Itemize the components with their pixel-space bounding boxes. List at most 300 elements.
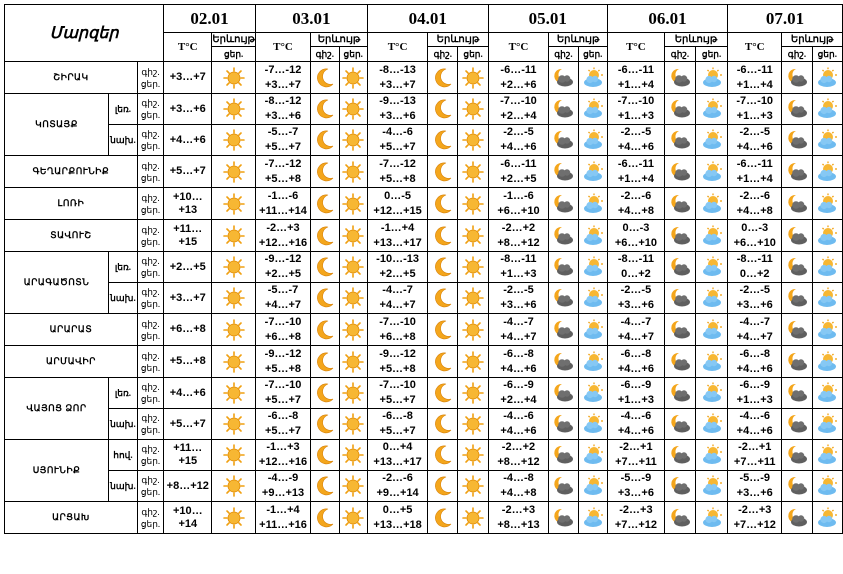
weather-cell	[664, 94, 695, 125]
weather-cell	[458, 188, 488, 220]
weather-cell	[458, 156, 488, 188]
weather-header: Երևույթ	[782, 33, 843, 47]
cloud-moon-icon	[669, 256, 691, 278]
temp-cell: -10…-13 +2…+5	[367, 252, 427, 283]
weather-cell	[549, 314, 578, 346]
table-row	[5, 314, 843, 346]
weather-cell	[311, 502, 339, 534]
day-header: ցեր.	[578, 47, 607, 62]
cloud-moon-icon	[552, 67, 574, 89]
temp-header: T°C	[164, 33, 212, 62]
weather-cell	[782, 156, 812, 188]
table-row	[5, 156, 843, 188]
temp-cell: -6…-11 +2…+6	[488, 62, 549, 94]
cloud-moon-icon	[786, 67, 808, 89]
sun-icon	[223, 98, 245, 120]
weather-cell	[664, 502, 695, 534]
cloud-sun-icon	[816, 225, 838, 247]
temp-cell: -2…-5 +4…+6	[607, 125, 664, 156]
region-name: ՇԻՐԱԿ	[5, 62, 138, 94]
regions-header: Մարզեր	[5, 5, 164, 62]
table-row	[5, 252, 843, 283]
weather-cell	[782, 125, 812, 156]
weather-cell	[212, 156, 256, 188]
weather-cell	[664, 283, 695, 314]
weather-cell	[458, 220, 488, 252]
cloud-moon-icon	[786, 129, 808, 151]
weather-cell	[458, 440, 488, 471]
sun-icon	[342, 351, 364, 373]
night-header: գիշ.	[549, 47, 578, 62]
cloud-sun-icon	[582, 444, 604, 466]
day-night-label: գիշ. ցեր.	[137, 283, 163, 314]
night-header: գիշ.	[428, 47, 458, 62]
temp-cell: +5…+7	[164, 409, 212, 440]
sun-icon	[462, 475, 484, 497]
weather-cell	[578, 378, 607, 409]
weather-cell	[812, 409, 842, 440]
weather-cell	[696, 346, 728, 378]
weather-cell	[549, 471, 578, 502]
weather-header: Երևույթ	[311, 33, 368, 47]
weather-cell	[428, 346, 458, 378]
temp-cell: -6…-8 +5…+7	[255, 409, 310, 440]
weather-cell	[812, 378, 842, 409]
temp-cell: +2…+5	[164, 252, 212, 283]
weather-cell	[664, 252, 695, 283]
temp-cell: -1…+3 +12…+16	[255, 440, 310, 471]
night-header: գիշ.	[782, 47, 812, 62]
weather-cell	[696, 378, 728, 409]
temp-cell: -7…-12 +3…+7	[255, 62, 310, 94]
weather-cell	[458, 283, 488, 314]
cloud-sun-icon	[816, 129, 838, 151]
weather-cell	[696, 252, 728, 283]
temp-cell: -8…-13 +3…+7	[367, 62, 427, 94]
weather-cell	[812, 252, 842, 283]
region-name: ԼՈՌԻ	[5, 188, 138, 220]
cloud-sun-icon	[701, 225, 723, 247]
weather-cell	[549, 252, 578, 283]
weather-cell	[578, 188, 607, 220]
cloud-moon-icon	[669, 67, 691, 89]
table-row	[5, 346, 843, 378]
cloud-moon-icon	[669, 382, 691, 404]
sun-icon	[223, 256, 245, 278]
weather-cell	[549, 62, 578, 94]
date-header: 05.01	[488, 5, 607, 33]
temp-header: T°C	[728, 33, 782, 62]
weather-cell	[664, 188, 695, 220]
moon-icon	[432, 256, 454, 278]
temp-cell: -7…-10 +5…+7	[255, 378, 310, 409]
sun-icon	[342, 225, 364, 247]
date-header: 02.01	[164, 5, 256, 33]
cloud-sun-icon	[816, 413, 838, 435]
cloud-sun-icon	[701, 161, 723, 183]
weather-cell	[578, 252, 607, 283]
moon-icon	[314, 256, 336, 278]
weather-cell	[458, 125, 488, 156]
subregion-label: նախ.	[109, 125, 138, 156]
date-header: 07.01	[728, 5, 843, 33]
weather-cell	[782, 409, 812, 440]
weather-cell	[549, 94, 578, 125]
cloud-moon-icon	[552, 287, 574, 309]
day-header: ցեր.	[339, 47, 367, 62]
cloud-sun-icon	[816, 256, 838, 278]
weather-cell	[311, 346, 339, 378]
weather-cell	[458, 409, 488, 440]
temp-header: T°C	[367, 33, 427, 62]
temp-cell: -2…+3 +8…+13	[488, 502, 549, 534]
cloud-sun-icon	[582, 129, 604, 151]
cloud-moon-icon	[786, 193, 808, 215]
sun-icon	[342, 129, 364, 151]
weather-cell	[578, 156, 607, 188]
temp-cell: -5…-7 +4…+7	[255, 283, 310, 314]
cloud-sun-icon	[582, 507, 604, 529]
region-name: ՍՅՈՒՆԻՔ	[5, 440, 109, 502]
temp-cell: +10…+14	[164, 502, 212, 534]
temp-cell: -4…-7 +4…+7	[367, 283, 427, 314]
weather-cell	[428, 314, 458, 346]
moon-icon	[314, 382, 336, 404]
sun-icon	[462, 319, 484, 341]
weather-cell	[812, 62, 842, 94]
moon-icon	[314, 98, 336, 120]
weather-cell	[428, 502, 458, 534]
moon-icon	[432, 444, 454, 466]
cloud-sun-icon	[816, 287, 838, 309]
moon-icon	[314, 161, 336, 183]
cloud-sun-icon	[701, 256, 723, 278]
weather-cell	[782, 283, 812, 314]
weather-cell	[212, 188, 256, 220]
weather-cell	[212, 252, 256, 283]
weather-header: Երևույթ	[428, 33, 488, 47]
weather-cell	[664, 125, 695, 156]
cloud-moon-icon	[669, 193, 691, 215]
cloud-moon-icon	[669, 475, 691, 497]
moon-icon	[314, 287, 336, 309]
weather-cell	[339, 156, 367, 188]
sun-icon	[462, 287, 484, 309]
weather-cell	[458, 252, 488, 283]
weather-cell	[428, 188, 458, 220]
weather-cell	[549, 125, 578, 156]
cloud-moon-icon	[669, 413, 691, 435]
cloud-sun-icon	[816, 319, 838, 341]
cloud-sun-icon	[816, 507, 838, 529]
day-night-label: գիշ. ցեր.	[137, 220, 163, 252]
sun-icon	[342, 287, 364, 309]
moon-icon	[432, 129, 454, 151]
cloud-sun-icon	[701, 351, 723, 373]
cloud-sun-icon	[701, 129, 723, 151]
sun-icon	[462, 444, 484, 466]
weather-cell	[339, 94, 367, 125]
weather-cell	[428, 471, 458, 502]
temp-cell: -6…-8 +4…+6	[607, 346, 664, 378]
day-night-label: գիշ. ցեր.	[137, 409, 163, 440]
cloud-sun-icon	[816, 161, 838, 183]
weather-cell	[339, 471, 367, 502]
sun-icon	[462, 193, 484, 215]
region-name: ԱՐԱՐԱՏ	[5, 314, 138, 346]
temp-cell: -4…-6 +4…+6	[728, 409, 782, 440]
weather-cell	[311, 62, 339, 94]
cloud-sun-icon	[816, 98, 838, 120]
weather-cell	[696, 502, 728, 534]
day-night-label: գիշ. ցեր.	[137, 378, 163, 409]
subregion-label: նախ.	[109, 409, 138, 440]
temp-cell: +5…+7	[164, 156, 212, 188]
temp-cell: -7…-10 +6…+8	[255, 314, 310, 346]
weather-cell	[578, 502, 607, 534]
moon-icon	[314, 129, 336, 151]
temp-cell: -6…-9 +1…+3	[607, 378, 664, 409]
weather-cell	[578, 409, 607, 440]
temp-cell: -7…-12 +5…+8	[367, 156, 427, 188]
temp-cell: -1…-6 +6…+10	[488, 188, 549, 220]
temp-cell: -8…-12 +3…+6	[255, 94, 310, 125]
day-night-label: գիշ. ցեր.	[137, 502, 163, 534]
weather-cell	[339, 188, 367, 220]
weather-header: Երևույթ	[212, 34, 255, 45]
temp-cell: +6…+8	[164, 314, 212, 346]
sun-icon	[223, 129, 245, 151]
weather-cell	[696, 156, 728, 188]
moon-icon	[314, 193, 336, 215]
temp-cell: -9…-13 +3…+6	[367, 94, 427, 125]
cloud-moon-icon	[786, 319, 808, 341]
weather-cell	[311, 125, 339, 156]
sun-icon	[342, 319, 364, 341]
sun-icon	[462, 413, 484, 435]
sun-icon	[223, 67, 245, 89]
temp-cell: -7…-10 +1…+3	[728, 94, 782, 125]
temp-cell: -2…+3 +7…+12	[728, 502, 782, 534]
cloud-sun-icon	[816, 382, 838, 404]
temp-cell: 0…-3 +6…+10	[607, 220, 664, 252]
temp-header: T°C	[488, 33, 549, 62]
temp-cell: -2…-6 +4…+8	[728, 188, 782, 220]
temp-cell: -7…-10 +5…+7	[367, 378, 427, 409]
weather-cell	[664, 409, 695, 440]
forecast-table	[4, 4, 843, 534]
cloud-moon-icon	[552, 319, 574, 341]
temp-cell: +3…+7	[164, 283, 212, 314]
cloud-sun-icon	[701, 287, 723, 309]
date-header: 06.01	[607, 5, 727, 33]
cloud-sun-icon	[582, 225, 604, 247]
temp-cell: -6…-11 +1…+4	[728, 62, 782, 94]
weather-cell	[578, 314, 607, 346]
weather-cell	[339, 502, 367, 534]
temp-cell: -6…-9 +1…+3	[728, 378, 782, 409]
weather-cell	[212, 409, 256, 440]
cloud-moon-icon	[669, 129, 691, 151]
subregion-label: լեռ.	[109, 378, 138, 409]
temp-cell: -2…-5 +3…+6	[488, 283, 549, 314]
day-night-label: գիշ. ցեր.	[137, 471, 163, 502]
cloud-sun-icon	[701, 507, 723, 529]
region-name: ՏԱՎՈՒՇ	[5, 220, 138, 252]
weather-cell	[428, 125, 458, 156]
day-night-label: գիշ. ցեր.	[137, 346, 163, 378]
temp-cell: +3…+6	[164, 94, 212, 125]
sun-icon	[223, 413, 245, 435]
weather-cell	[782, 188, 812, 220]
sun-icon	[223, 319, 245, 341]
weather-cell	[428, 220, 458, 252]
cloud-moon-icon	[786, 444, 808, 466]
cloud-moon-icon	[552, 256, 574, 278]
sun-icon	[223, 287, 245, 309]
sun-icon	[223, 161, 245, 183]
moon-icon	[432, 98, 454, 120]
cloud-moon-icon	[669, 444, 691, 466]
weather-cell	[812, 156, 842, 188]
temp-cell: -7…-10 +1…+3	[607, 94, 664, 125]
moon-icon	[432, 351, 454, 373]
cloud-moon-icon	[786, 507, 808, 529]
weather-cell	[812, 471, 842, 502]
region-name: ԿՈՏԱՅՔ	[5, 94, 109, 156]
cloud-moon-icon	[669, 225, 691, 247]
moon-icon	[432, 475, 454, 497]
temp-cell: -5…-7 +5…+7	[255, 125, 310, 156]
weather-cell	[549, 156, 578, 188]
subregion-label: նախ.	[109, 471, 138, 502]
temp-cell: -2…-5 +3…+6	[728, 283, 782, 314]
temp-cell: -4…-8 +4…+8	[488, 471, 549, 502]
day-header: ցեր.	[212, 47, 256, 62]
weather-cell	[458, 471, 488, 502]
weather-cell	[578, 125, 607, 156]
sun-icon	[223, 444, 245, 466]
temp-cell: -7…-10 +6…+8	[367, 314, 427, 346]
temp-cell: -2…-6 +4…+8	[607, 188, 664, 220]
cloud-moon-icon	[669, 351, 691, 373]
day-header: ցեր.	[458, 47, 488, 62]
weather-cell	[696, 314, 728, 346]
weather-cell	[339, 283, 367, 314]
cloud-moon-icon	[669, 319, 691, 341]
moon-icon	[314, 67, 336, 89]
weather-cell	[812, 220, 842, 252]
moon-icon	[314, 225, 336, 247]
day-night-label: գիշ. ցեր.	[137, 125, 163, 156]
weather-cell	[311, 440, 339, 471]
moon-icon	[314, 507, 336, 529]
day-night-label: գիշ. ցեր.	[137, 314, 163, 346]
cloud-moon-icon	[552, 413, 574, 435]
weather-cell	[339, 125, 367, 156]
weather-cell	[212, 378, 256, 409]
temp-cell: -2…+1 +7…+11	[728, 440, 782, 471]
cloud-sun-icon	[701, 413, 723, 435]
weather-cell	[812, 314, 842, 346]
weather-cell	[428, 409, 458, 440]
temp-cell: -2…-5 +4…+6	[728, 125, 782, 156]
weather-cell	[549, 409, 578, 440]
temp-cell: -1…+4 +13…+17	[367, 220, 427, 252]
weather-cell	[339, 440, 367, 471]
moon-icon	[314, 351, 336, 373]
weather-header: Երևույթ	[664, 33, 727, 47]
table-row	[5, 409, 843, 440]
cloud-moon-icon	[552, 161, 574, 183]
region-name: ԱՐՄԱՎԻՐ	[5, 346, 138, 378]
temp-cell: -2…-5 +3…+6	[607, 283, 664, 314]
temp-cell: -5…-9 +3…+6	[728, 471, 782, 502]
cloud-moon-icon	[552, 475, 574, 497]
temp-cell: -2…-5 +4…+6	[488, 125, 549, 156]
moon-icon	[432, 225, 454, 247]
region-name: ԳԵՂԱՐՔՈՒՆԻՔ	[5, 156, 138, 188]
weather-cell	[578, 346, 607, 378]
table-row	[5, 502, 843, 534]
temp-cell: -7…-10 +2…+4	[488, 94, 549, 125]
weather-cell	[782, 346, 812, 378]
weather-cell	[549, 378, 578, 409]
weather-cell	[212, 440, 256, 471]
day-night-label: գիշ. ցեր.	[137, 440, 163, 471]
moon-icon	[314, 444, 336, 466]
table-row	[5, 440, 843, 471]
cloud-moon-icon	[552, 507, 574, 529]
moon-icon	[432, 67, 454, 89]
temp-cell: -5…-9 +3…+6	[607, 471, 664, 502]
sun-icon	[462, 98, 484, 120]
weather-cell	[696, 94, 728, 125]
temp-cell: +10…+13	[164, 188, 212, 220]
weather-cell	[428, 94, 458, 125]
weather-cell	[782, 378, 812, 409]
cloud-moon-icon	[786, 413, 808, 435]
sun-icon	[223, 225, 245, 247]
table-row	[5, 471, 843, 502]
weather-cell	[428, 283, 458, 314]
day-night-label: գիշ. ցեր.	[137, 188, 163, 220]
weather-cell	[549, 283, 578, 314]
weather-cell	[578, 220, 607, 252]
temp-cell: -2…+3 +12…+16	[255, 220, 310, 252]
moon-icon	[314, 319, 336, 341]
temp-cell: 0…+4 +13…+17	[367, 440, 427, 471]
table-row	[5, 220, 843, 252]
table-row	[5, 94, 843, 125]
weather-cell	[212, 125, 256, 156]
temp-cell: -4…-6 +5…+7	[367, 125, 427, 156]
cloud-moon-icon	[552, 382, 574, 404]
temp-cell: -6…-8 +5…+7	[367, 409, 427, 440]
table-row	[5, 283, 843, 314]
weather-cell	[664, 440, 695, 471]
cloud-moon-icon	[669, 161, 691, 183]
sun-icon	[462, 256, 484, 278]
cloud-moon-icon	[669, 98, 691, 120]
region-name: ԱՐՑԱԽ	[5, 502, 138, 534]
subregion-label: լեռ.	[109, 252, 138, 283]
cloud-moon-icon	[786, 351, 808, 373]
temp-cell: -1…+4 +11…+16	[255, 502, 310, 534]
table-row	[5, 62, 843, 94]
temp-cell: +4…+6	[164, 378, 212, 409]
cloud-sun-icon	[582, 98, 604, 120]
